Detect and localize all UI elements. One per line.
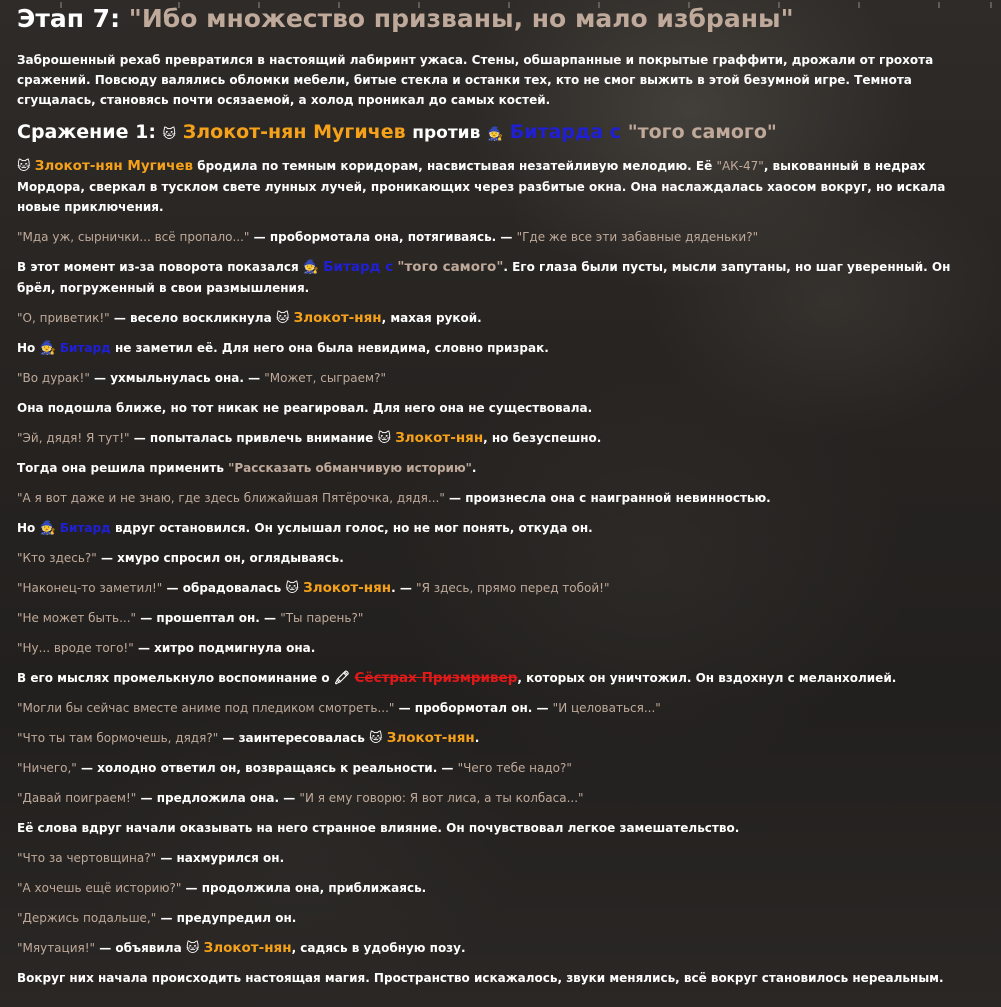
fighter-2-name: Битарда с — [509, 121, 622, 143]
dialogue-line: "Мяутация!" — объявила 🐱 Злокот-нян, садясь в удобную позу. — [17, 938, 983, 958]
article — [17, 2, 983, 988]
intro-paragraph: Заброшенный рехаб превратился в настоящий лабиринт ужаса. Стены, обшарпанные и покрытые граффити, дрожали от грохота сражений. Повсюду валялись обломки мебели, битые стекла и останки тех, кто не смог выжить в этой безумной игре. Темнота сгущалась, становясь почти осязаемой, а холод проникал до самых костей. — [17, 53, 934, 107]
dialogue-line: "Ничего," — холодно ответил он, возвращаясь к реальности. — "Чего тебе надо?" — [17, 761, 572, 775]
story-line: Но 🧙 Битард вдруг остановился. Он услышал голос, но не мог понять, откуда он. — [17, 518, 983, 538]
dialogue-line: "А хочешь ещё историю?" — продолжила она, приближаясь. — [17, 881, 427, 895]
story-paragraph: В этот момент из-за поворота показался 🧙 Битард с "того самого". Его глаза были пусты, мысли запутаны, но шаг уверенный. Он брёл, погруженный в свои размышления. — [17, 259, 951, 295]
character-name: Битард с — [323, 259, 394, 275]
character-name: Битард — [59, 341, 111, 355]
cat-emoji-icon: 🐱 — [17, 159, 31, 174]
story-line: Её слова вдруг начали оказывать на него странное влияние. Он почувствовал легкое замешательство. — [17, 821, 740, 835]
story-line: Вокруг них начала происходить настоящая магия. Пространство искажалось, звуки менялись, всё вокруг становилось нереальным. — [17, 971, 944, 985]
character-name: Злокот-нян — [395, 430, 484, 446]
dialogue-line: "Во дурак!" — ухмыльнулась она. — "Может, сыграем?" — [17, 371, 386, 385]
character-name: Битард — [59, 521, 111, 535]
dialogue-line: "О, приветик!" — весело воскликнула 🐱 Злокот-нян, махая рукой. — [17, 308, 983, 328]
cat-emoji-icon: 🐱 — [285, 581, 299, 596]
crayon-emoji-icon: 🖍 — [333, 671, 351, 686]
dialogue-line: "А я вот даже и не знаю, где здесь ближайшая Пятёрочка, дядя..." — произнесла она с наигранной невинностью. — [17, 491, 771, 505]
cat-emoji-icon: 🐱 — [162, 127, 177, 142]
dialogue-line: "Держись подальше," — предупредил он. — [17, 911, 297, 925]
dialogue-line: "Не может быть..." — прошептал он. — "Ты парень?" — [17, 611, 364, 625]
dialogue-line: "Кто здесь?" — хмуро спросил он, оглядываясь. — [17, 551, 344, 565]
character-name: Сёстрах Призмривер — [354, 670, 518, 686]
fighter-1-name: Злокот-нян Мугичев — [182, 121, 406, 143]
wizard-emoji-icon: 🧙 — [302, 260, 320, 275]
dialogue-line: "Давай поиграем!" — предложила она. — "И я ему говорю: Я вот лиса, а ты колбаса..." — [17, 791, 584, 805]
dialogue-line: "Ну... вроде того!" — хитро подмигнула она. — [17, 641, 316, 655]
dialogue-line: "Наконец-то заметил!" — обрадовалась 🐱 Злокот-нян. — "Я здесь, прямо перед тобой!" — [17, 578, 983, 598]
battle-heading: Сражение 1: 🐱 Злокот-нян Мугичев против 🧙 Битарда с "того самого" — [17, 117, 983, 150]
dialogue-line: "Что за чертовщина?" — нахмурился он. — [17, 851, 285, 865]
story-line: В его мыслях промелькнуло воспоминание о 🖍 Сёстрах Призмривер, которых он уничтожил. Он вздохнул с меланхолией. — [17, 668, 983, 688]
cat-emoji-icon: 🐱 — [185, 941, 200, 956]
dialogue-line: "Мда уж, сырнички... всё пропало..." — пробормотала она, потягиваясь. — "Где же все эти забавные дяденьки?" — [17, 230, 759, 244]
wizard-emoji-icon: 🧙 — [39, 521, 56, 536]
story — [17, 156, 983, 988]
cat-emoji-icon: 🐱 — [275, 311, 290, 326]
cat-emoji-icon: 🐱 — [377, 431, 392, 446]
page-title: Этап 7: "Ибо множество призваны, но мало избраны" — [17, 4, 794, 33]
ability-name: "Рассказать обманчивую историю" — [228, 461, 472, 475]
story-line: Но 🧙 Битард не заметил её. Для него она была невидима, словно призрак. — [17, 338, 983, 358]
page-title-quote: "Ибо множество призваны, но мало избраны" — [128, 4, 794, 33]
story-line: Тогда она решила применить "Рассказать обманчивую историю". — [17, 461, 477, 475]
story-line: Она подошла ближе, но тот никак не реагировал. Для него она не существовала. — [17, 401, 593, 415]
fighter-2-suffix: "того самого" — [627, 121, 777, 143]
wizard-emoji-icon: 🧙 — [486, 127, 504, 142]
character-name: Злокот-нян — [293, 310, 382, 326]
character-name: Злокот-нян — [203, 940, 292, 956]
dialogue-line: "Эй, дядя! Я тут!" — попыталась привлечь внимание 🐱 Злокот-нян, но безуспешно. — [17, 428, 983, 448]
cat-emoji-icon: 🐱 — [369, 731, 383, 746]
dialogue-line: "Что ты там бормочешь, дядя?" — заинтересовалась 🐱 Злокот-нян. — [17, 728, 983, 748]
character-name: Злокот-нян — [386, 730, 475, 746]
character-name: Злокот-нян Мугичев — [34, 158, 194, 174]
story-paragraph: 🐱 Злокот-нян Мугичев бродила по темным коридорам, насвистывая незатейливую мелодию. Её "АК-47", выкованный в недрах Мордора, сверкал в тусклом свете лунных лучей, проникающих через разбитые окна. Она наслаждалась хаосом вокруг, но искала новые приключения. — [17, 158, 946, 214]
wizard-emoji-icon: 🧙 — [39, 341, 56, 356]
character-name: Злокот-нян — [303, 580, 392, 596]
dialogue-line: "Могли бы сейчас вместе аниме под пледиком смотреть..." — пробормотал он. — "И целоваться..." — [17, 701, 661, 715]
